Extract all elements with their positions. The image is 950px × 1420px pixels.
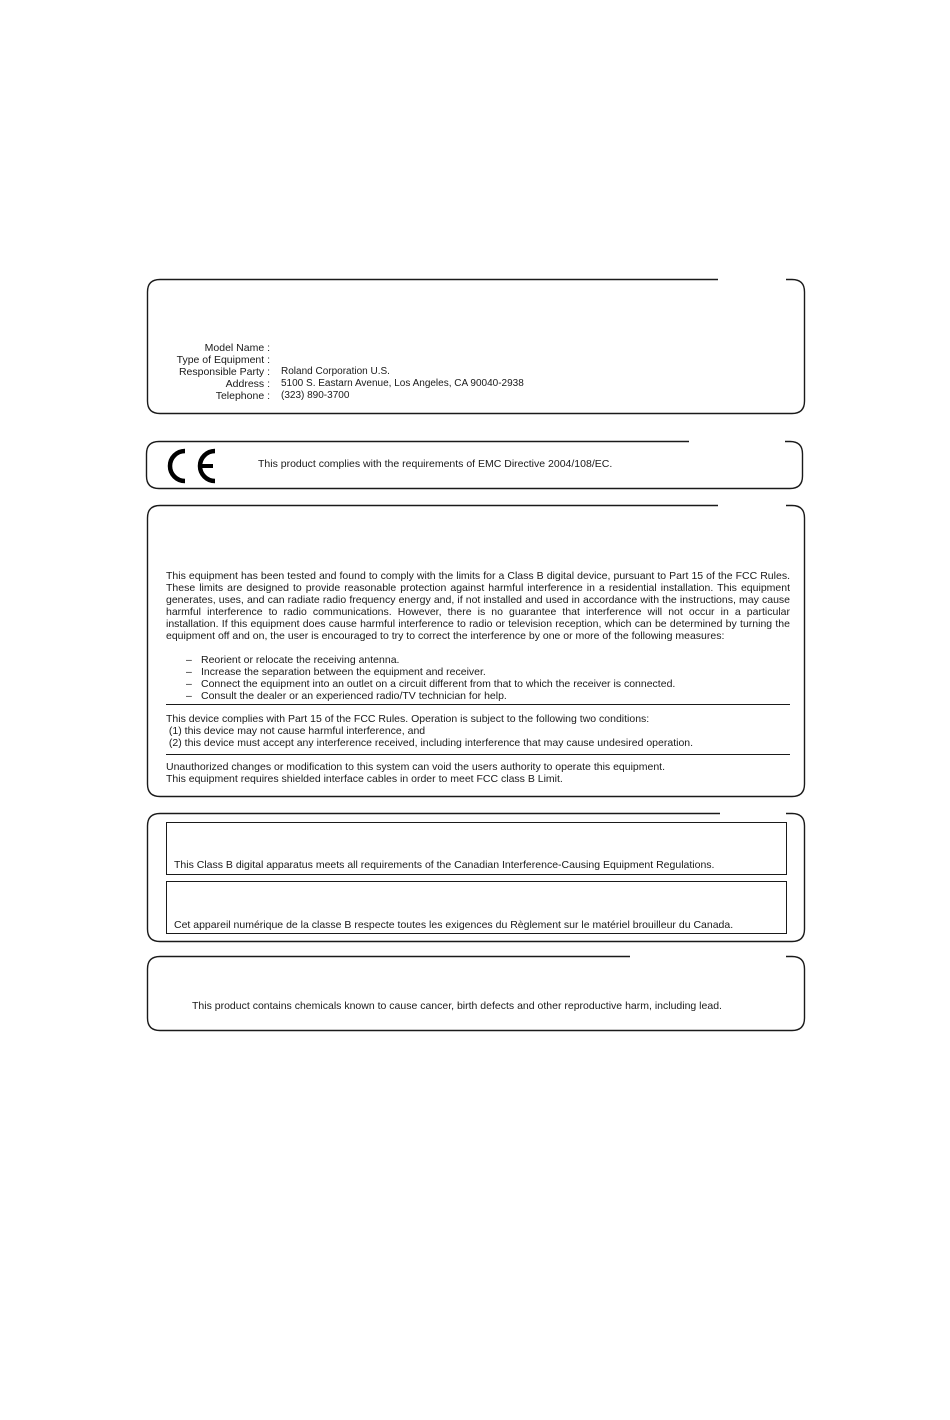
address-value: 5100 S. Eastarn Avenue, Los Angeles, CA 90040-2938 — [281, 378, 524, 389]
declaration-row — [156, 390, 556, 402]
declaration-row — [156, 366, 556, 378]
declaration-row — [156, 378, 556, 390]
list-item — [186, 690, 675, 702]
declaration-box — [146, 278, 806, 415]
unauthorized-line: This equipment requires shielded interface cables in order to meet FCC class B Limit. — [166, 773, 563, 785]
bullet-dash: – — [186, 690, 192, 702]
part15-line: (1) this device may not cause harmful interference, and — [166, 725, 426, 737]
fcc-intro-paragraph: This equipment has been tested and found to comply with the limits for a Class B digital device, pursuant to Part 15 of the FCC Rules. These limits are designed to provide reasonable protection against harmful interference in a residential installation. This equipment generates, uses, and can radiate radio frequency energy and, if not installed and used in accordance with the instructions, may cause harmful interference to radio communications. However, there is no guarantee that interference will not occur in a particular installation. If this equipment does cause harmful interference to radio or television reception, which can be determined by turning the equipment off and on, the user is encouraged to try to correct the interference by one or more of the following measures: — [166, 570, 790, 642]
measure-text: Connect the equipment into an outlet on a circuit different from that to which the receiver is connected. — [201, 678, 676, 690]
telephone-value: (323) 890-3700 — [281, 390, 350, 401]
address-label: Address : — [225, 378, 270, 390]
canada-box — [146, 812, 806, 943]
prop65-box-outline — [146, 955, 806, 1032]
ce-box — [145, 440, 805, 490]
prop65-box — [146, 955, 806, 1032]
part15-line: (2) this device must accept any interference received, including interference that may cause undesired operation. — [166, 737, 694, 749]
part15-line: This device complies with Part 15 of the FCC Rules. Operation is subject to the following two conditions: — [166, 713, 650, 725]
canada-french-box — [166, 881, 787, 934]
responsible-party-label: Responsible Party : — [178, 366, 270, 378]
measure-text: Consult the dealer or an experienced radio/TV technician for help. — [201, 690, 507, 702]
list-item — [186, 654, 675, 666]
equipment-type-label: Type of Equipment : — [176, 354, 270, 366]
responsible-party-value: Roland Corporation U.S. — [281, 366, 390, 377]
prop65-warning-text: This product contains chemicals known to cause cancer, birth defects and other reproductive harm, including lead. — [192, 1000, 722, 1012]
unauthorized-line: Unauthorized changes or modification to this system can void the users authority to operate this equipment. — [166, 761, 666, 773]
divider — [166, 754, 790, 755]
declaration-row — [156, 342, 556, 354]
measure-text: Increase the separation between the equipment and receiver. — [201, 666, 486, 678]
unauthorized-notice — [166, 761, 665, 785]
fcc-box — [146, 504, 806, 798]
bullet-dash: – — [186, 654, 192, 666]
declaration-row — [156, 354, 556, 366]
canada-french-text: Cet appareil numérique de la classe B respecte toutes les exigences du Règlement sur le matériel brouilleur du Canada. — [174, 919, 734, 931]
list-item — [186, 666, 675, 678]
ce-mark-icon — [163, 447, 219, 485]
list-item — [186, 678, 675, 690]
fcc-measures-list — [186, 654, 675, 702]
canada-english-text: This Class B digital apparatus meets all requirements of the Canadian Interference-Causing Equipment Regulations. — [174, 859, 715, 871]
telephone-label: Telephone : — [215, 390, 270, 402]
divider — [166, 704, 790, 705]
canada-english-box — [166, 822, 787, 875]
measure-text: Reorient or relocate the receiving antenna. — [201, 654, 400, 666]
model-name-label: Model Name : — [204, 342, 270, 354]
ce-compliance-text: This product complies with the requirements of EMC Directive 2004/108/EC. — [258, 458, 613, 470]
bullet-dash: – — [186, 678, 192, 690]
part15-conditions — [166, 713, 693, 749]
bullet-dash: – — [186, 666, 192, 678]
